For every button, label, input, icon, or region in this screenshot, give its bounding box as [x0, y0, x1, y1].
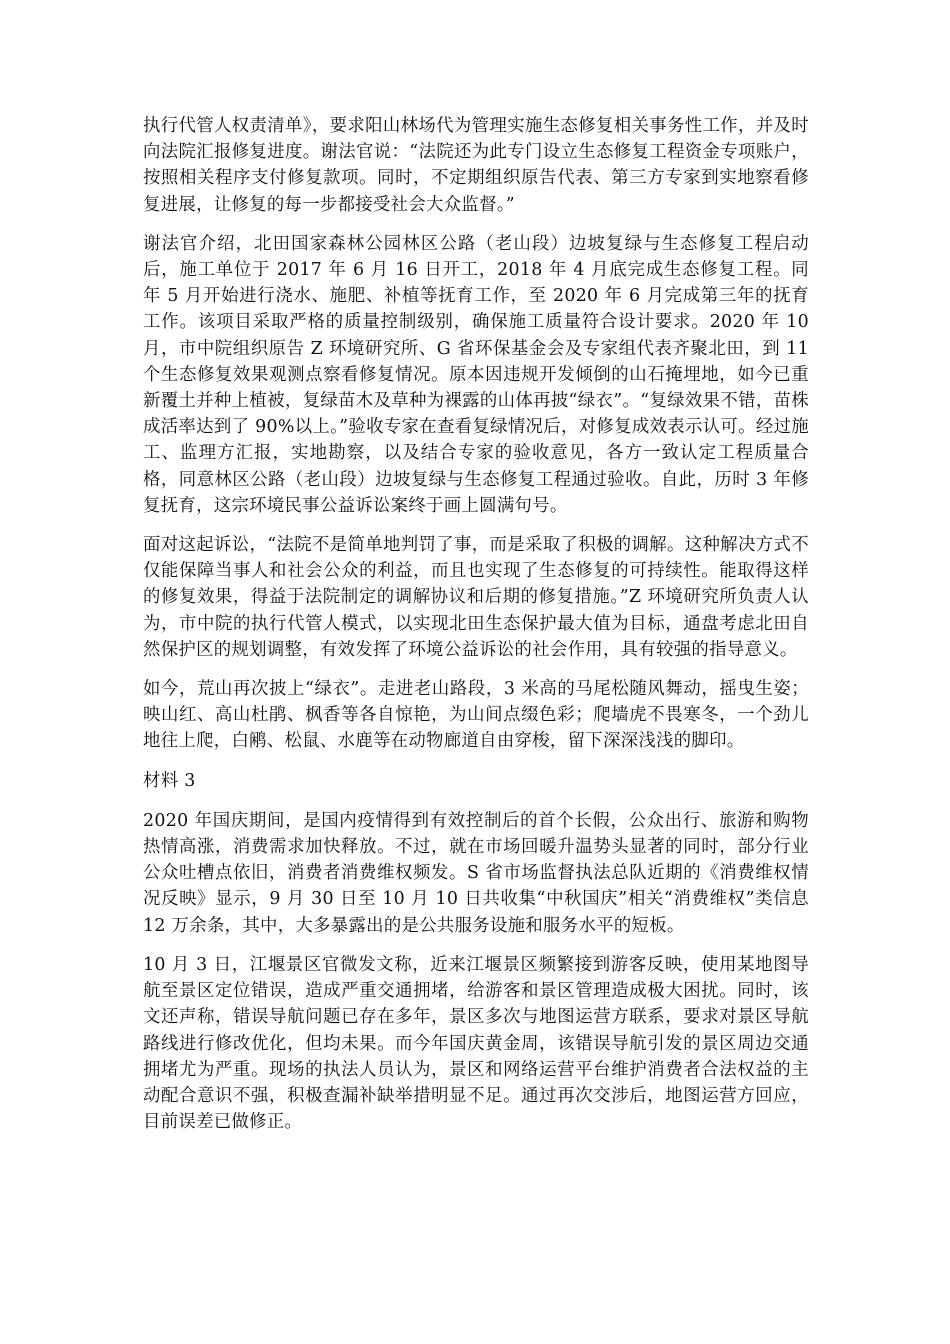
paragraph-restoration-project: 谢法官介绍，北田国家森林公园林区公路（老山段）边坡复绿与生态修复工程启动后，施工单位于 2017 年 6 月 16 日开工，2018 年 4 月底完成生态修复工程。同年 5 月开始进行浇水、施肥、补植等抚育工作，至 2020 年 6 月完成第三年的抚育工作。该项目采取严格的质量控制级别，确保施工质量符合设计要求。2020 年 10 月，市中院组织原告 Z 环境研究所、G 省环保基金会及专家组代表齐聚北田，到 11 个生态修复效果观测点察看修复情况。原本因违规开发倾倒的山石掩埋地，如今已重新覆土并种上植被，复绿苗木及草种为裸露的山体再披“绿衣”。“复绿效果不错，苗株成活率达到了 90%以上。”验收专家在查看复绿情况后，对修复成效表示认可。经过施工、监理方汇报，实地勘察，以及结合专家的验收意见，各方一致认定工程质量合格，同意林区公路（老山段）边坡复绿与生态修复工程通过验收。自此，历时 3 年修复抚育，这宗环境民事公益诉讼案终于画上圆满句号。: [143, 233, 809, 516]
paragraph-navigation-error: 10 月 3 日，江堰景区官微发文称，近来江堰景区频繁接到游客反映，使用某地图导航至景区定位错误，造成严重交通拥堵，给游客和景区管理造成极大困扰。同时，该文还声称，错误导航问题已存在多年，景区多次与地图运营方联系，要求对景区导航路线进行修改优化，但均未果。而今年国庆黄金周，该错误导航引发的景区周边交通拥堵尤为严重。现场的执法人员认为，景区和网络运营平台维护消费者合法权益的主动配合意识不强，积极查漏补缺举措明显不足。通过再次交涉后，地图运营方回应，目前误差已做修正。: [143, 954, 809, 1133]
paragraph-litigation-comment: 面对这起诉讼，“法院不是简单地判罚了事，而是采取了积极的调解。这种解决方式不仅能保障当事人和社会公众的利益，而且也实现了生态修复的可持续性。能取得这样的修复效果，得益于法院制定的调解协议和后期的修复措施。”Z 环境研究所负责人认为，市中院的执行代管人模式，以实现北田生态保护最大值为目标，通盘考虑北田自然保护区的规划调整，有效发挥了环境公益诉讼的社会作用，具有较强的指导意义。: [143, 535, 809, 660]
section-heading-material-3: 材料 3: [143, 770, 196, 791]
paragraph-green-mountain: 如今，荒山再次披上“绿衣”。走进老山路段，3 米高的马尾松随风舞动，摇曳生姿；映山红、高山杜鹃、枫香等各自惊艳，为山间点缀色彩；爬墙虎不畏寒冬，一个劲儿地往上爬，白鹇、松鼠、水鹿等在动物廊道自由穿梭，留下深深浅浅的脚印。: [143, 679, 809, 752]
paragraph-executor-list: 执行代管人权责清单》，要求阳山林场代为管理实施生态修复相关事务性工作，并及时向法院汇报修复进度。谢法官说：“法院还为此专门设立生态修复工程资金专项账户，按照相关程序支付修复款项。同时，不定期组织原告代表、第三方专家到实地察看修复进展，让修复的每一步都接受社会大众监督。”: [143, 116, 809, 215]
paragraph-national-day-consumption: 2020 年国庆期间，是国内疫情得到有效控制后的首个长假，公众出行、旅游和购物热情高涨，消费需求加快释放。不过，就在市场回暖升温势头显著的同时，部分行业公众吐槽点依旧，消费者消费维权频发。S 省市场监督执法总队近期的《消费维权情况反映》显示，9 月 30 日至 10 月 10 日共收集“中秋国庆”相关“消费维权”类信息 12 万余条，其中，大多暴露出的是公共服务设施和服务水平的短板。: [143, 810, 809, 936]
document-page: [143, 113, 809, 1148]
